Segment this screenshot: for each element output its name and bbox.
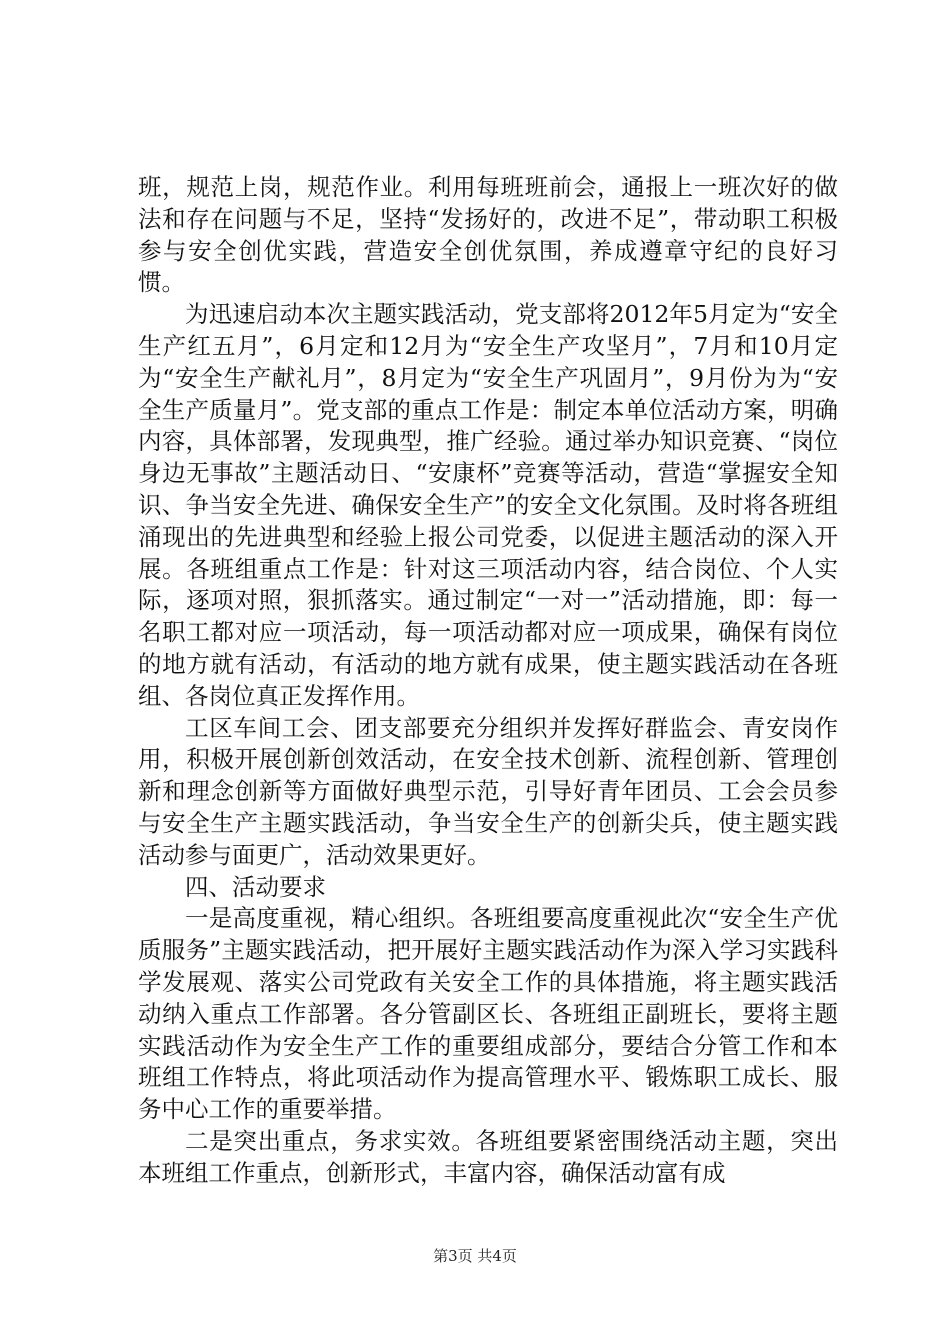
section-heading-requirements: 四、活动要求 [185,872,326,901]
page-footer: 第3页 共4页 [433,1247,517,1265]
body-text [138,172,838,1190]
paragraph-continuation: 班，规范上岗，规范作业。利用每班班前会，通报上一班次好的做法和存在问题与不足，坚持“发扬好的，改进不足”，带动职工积极参与安全创优实践，营造安全创优氛围，养成遵章守纪的良好习惯。 [138,173,838,297]
paragraph-requirement-1: 一是高度重视，精心组织。各班组要高度重视此次“安全生产优质服务”主题实践活动，把开展好主题实践活动作为深入学习实践科学发展观、落实公司党政有关安全工作的具体措施，将主题实践活动纳入重点工作部署。各分管副区长、各班组正副班长，要将主题实践活动作为安全生产工作的重要组成部分，要结合分管工作和本班组工作特点，将此项活动作为提高管理水平、锻炼职工成长、服务中心工作的重要举措。 [138,904,838,1124]
paragraph-schedule: 为迅速启动本次主题实践活动，党支部将2012年5月定为“安全生产红五月”，6月定和12月为“安全生产攻坚月”，7月和10月定为“安全生产献礼月”，8月定为“安全生产巩固月”，9月份为为“安全生产质量月”。党支部的重点工作是：制定本单位活动方案，明确内容，具体部署，发现典型，推广经验。通过举办知识竞赛、“岗位身边无事故”主题活动日、“安康杯”竞赛等活动，营造“掌握安全知识、争当安全先进、确保安全生产”的安全文化氛围。及时将各班组涌现出的先进典型和经验上报公司党委，以促进主题活动的深入开展。各班组重点工作是：针对这三项活动内容，结合岗位、个人实际，逐项对照，狠抓落实。通过制定“一对一”活动措施，即：每一名职工都对应一项活动，每一项活动都对应一项成果，确保有岗位的地方就有活动，有活动的地方就有成果，使主题实践活动在各班组、各岗位真正发挥作用。 [138,300,838,710]
paragraph-requirement-2: 二是突出重点，务求实效。各班组要紧密围绕活动主题，突出本班组工作重点，创新形式，丰富内容，确保活动富有成 [138,1126,838,1187]
paragraph-union: 工区车间工会、团支部要充分组织并发挥好群监会、青安岗作用，积极开展创新创效活动，在安全技术创新、流程创新、管理创新和理念创新等方面做好典型示范，引导好青年团员、工会会员参与安全生产主题实践活动，争当安全生产的创新尖兵，使主题实践活动参与面更广，活动效果更好。 [138,713,838,869]
